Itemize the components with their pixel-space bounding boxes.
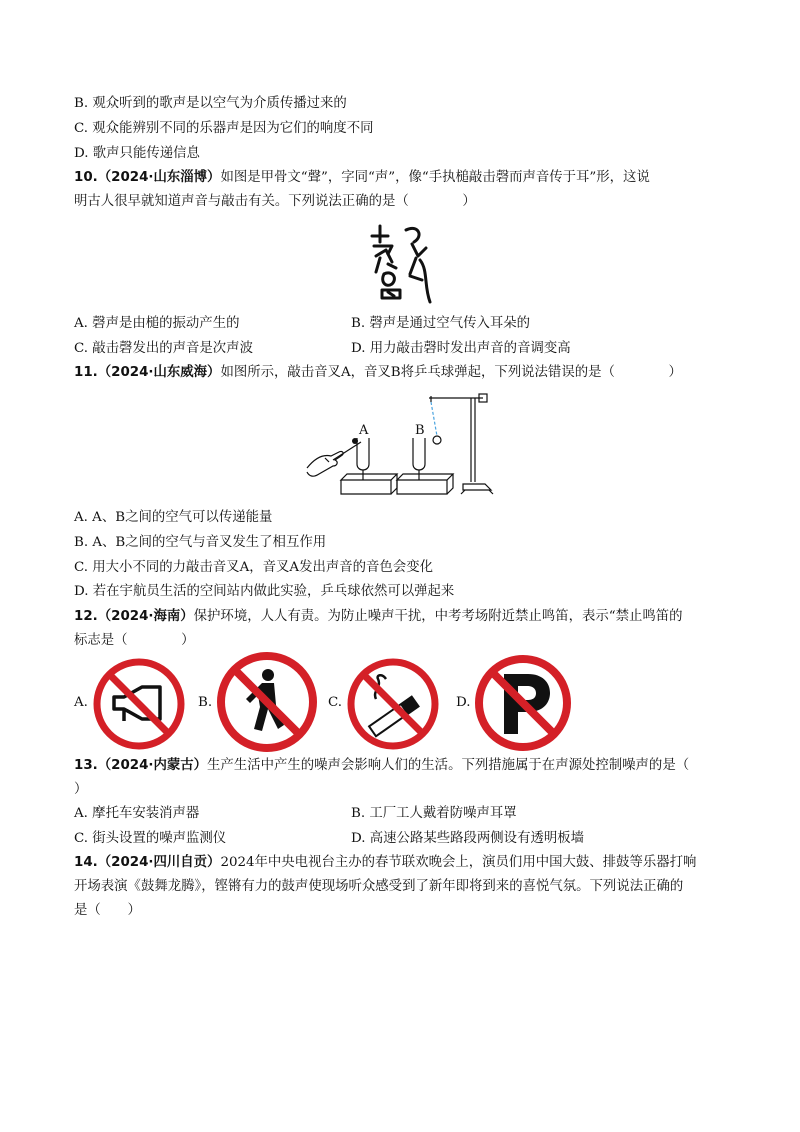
q11-option-a: A. A、B之间的空气可以传递能量 <box>74 510 273 525</box>
q11-option-c: C. 用大小不同的力敲击音叉A，音叉A发出声音的音色会变化 <box>74 560 433 575</box>
oracle-bone-character-image <box>366 216 438 306</box>
q14-stem-line1 <box>74 853 696 873</box>
no-pedestrians-sign-icon <box>216 651 318 753</box>
q10-source: （2024·山东淄博） <box>97 170 221 185</box>
fork-a-label: A <box>359 423 369 438</box>
q10-option-b: B. 磬声是通过空气传入耳朵的 <box>351 316 531 331</box>
q9-option-d: D. 歌声只能传递信息 <box>74 146 200 161</box>
fork-b-label: B <box>415 423 425 438</box>
q10-number: 10. <box>74 170 98 185</box>
q12-label-b: B. <box>198 695 213 710</box>
q13-option-a: A. 摩托车安装消声器 <box>74 806 200 821</box>
q12-stem-text1: 保护环境，人人有责。为防止噪声干扰，中考考场附近禁止鸣笛，表示“禁止鸣笛的 <box>193 609 683 624</box>
q12-stem-line1 <box>74 607 683 627</box>
q12-label-d: D. <box>456 695 471 710</box>
q13-stem-line1 <box>74 756 689 776</box>
q14-number: 14. <box>74 855 98 870</box>
q13-option-d: D. 高速公路某些路段两侧设有透明板墙 <box>351 831 585 846</box>
q13-stem-line2: ） <box>74 782 88 797</box>
q13-source: （2024·内蒙古） <box>97 758 208 773</box>
q12-number: 12. <box>74 609 98 624</box>
q13-stem-text1: 生产生活中产生的噪声会影响人们的生活。下列措施属于在声源处控制噪声的是（ <box>207 758 690 773</box>
q11-number: 11. <box>74 365 98 380</box>
q12-stem-line2: 标志是（ ） <box>74 633 195 648</box>
q12-label-c: C. <box>328 695 343 710</box>
q10-option-c: C. 敲击磬发出的声音是次声波 <box>74 341 253 356</box>
q11-stem-line1 <box>74 363 682 383</box>
q13-option-b: B. 工厂工人戴着防噪声耳罩 <box>351 806 517 821</box>
q10-option-d: D. 用力敲击磬时发出声音的音调变高 <box>351 341 571 356</box>
q12-source: （2024·海南） <box>97 609 194 624</box>
q11-source: （2024·山东威海） <box>97 365 221 380</box>
q11-stem-text: 如图所示，敲击音叉A，音叉B将乒乓球弹起，下列说法错误的是（ ） <box>220 365 682 380</box>
q14-stem-text1: 2024年中央电视台主办的春节联欢晚会上，演员们用中国大鼓、排鼓等乐器打响 <box>220 855 697 870</box>
q13-number: 13. <box>74 758 98 773</box>
q13-option-c: C. 街头设置的噪声监测仪 <box>74 831 227 846</box>
q9-option-b: B. 观众听到的歌声是以空气为介质传播过来的 <box>74 96 347 111</box>
no-parking-sign-icon <box>474 654 572 752</box>
q11-option-b: B. A、B之间的空气与音叉发生了相互作用 <box>74 535 327 550</box>
q9-option-c: C. 观众能辨别不同的乐器声是因为它们的响度不同 <box>74 121 374 136</box>
q10-stem-line1 <box>74 168 650 188</box>
no-horn-sign-icon <box>92 657 186 751</box>
q11-option-d: D. 若在宇航员生活的空间站内做此实验，乒乓球依然可以弹起来 <box>74 584 455 599</box>
q14-stem-line3: 是（ ） <box>74 903 141 918</box>
q10-stem-text1: 如图是甲骨文“聲”，字同“声”，像“手执槌敲击磬而声音传于耳”形，这说 <box>220 170 650 185</box>
q10-stem-line2: 明古人很早就知道声音与敲击有关。下列说法正确的是（ ） <box>74 194 476 209</box>
tuning-fork-experiment-image <box>305 388 505 500</box>
q14-stem-line2: 开场表演《鼓舞龙腾》，铿锵有力的鼓声使现场听众感受到了新年即将到来的喜悦气氛。下列说法正确的 <box>74 879 684 894</box>
no-smoking-sign-icon <box>346 657 440 751</box>
q10-option-a: A. 磬声是由槌的振动产生的 <box>74 316 240 331</box>
q12-label-a: A. <box>74 695 88 710</box>
q14-source: （2024·四川自贡） <box>97 855 221 870</box>
